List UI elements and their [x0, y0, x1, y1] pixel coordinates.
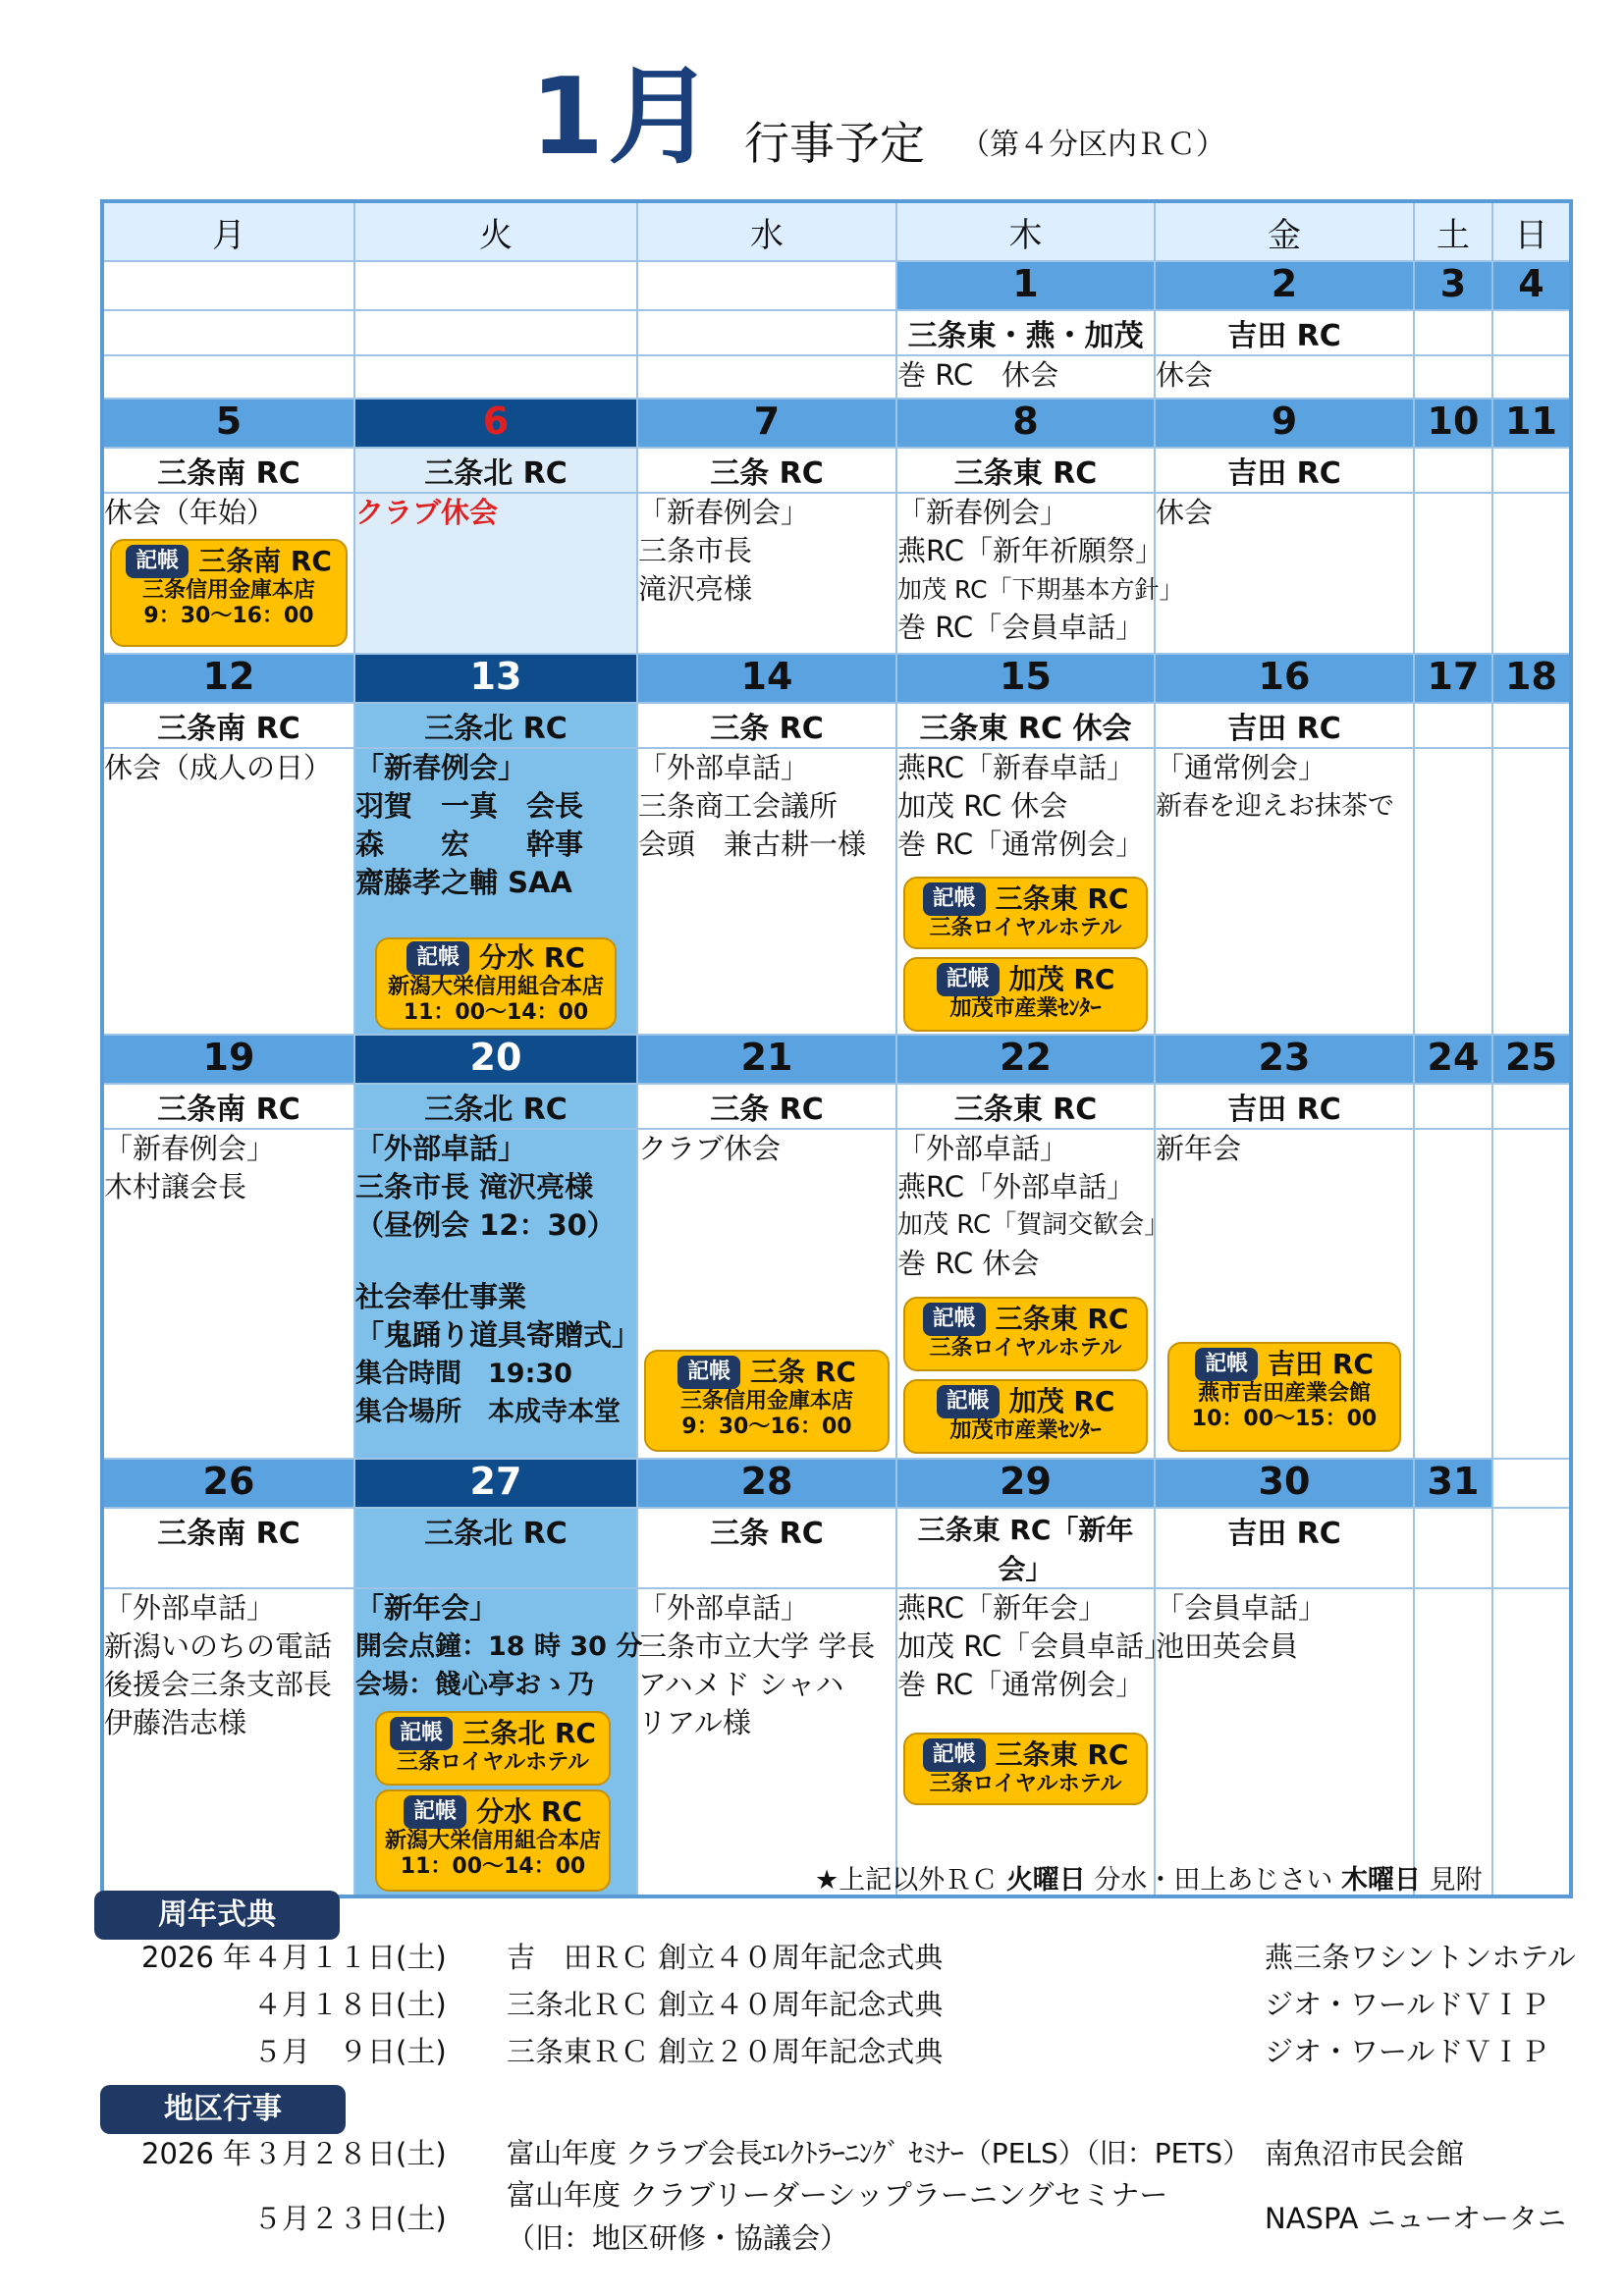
- anniv-date: ５月 ９日(土): [253, 2035, 447, 2068]
- club-row: [102, 703, 1571, 748]
- kicho-hours: 10：00〜15：00: [1191, 1407, 1378, 1431]
- date-cell: 26: [102, 1459, 354, 1508]
- date-row: [102, 654, 1571, 703]
- kicho-tag: 記帳: [1195, 1348, 1258, 1381]
- event-text: 巻 RC 休会: [897, 1247, 1040, 1280]
- body-cell: [637, 1129, 896, 1459]
- event-text: 社会奉仕事業: [355, 1280, 527, 1313]
- event-text: 「新春例会」: [638, 496, 810, 529]
- body-cell: [1414, 1588, 1492, 1896]
- club-cell: 三条北 RC: [354, 1508, 637, 1588]
- date-cell: 28: [637, 1459, 896, 1508]
- weekday-thu: 木: [896, 201, 1155, 261]
- date-cell: [637, 261, 896, 310]
- body-cell: [637, 748, 896, 1035]
- district-desc: 富山年度 クラブ会長ｴﾚｸﾄﾗｰﾆﾝｸﾞ ｾﾐﾅｰ（PELS）（旧：PETS）: [507, 2137, 1251, 2169]
- kicho-tag: 記帳: [406, 941, 469, 975]
- anniv-place: ジオ・ワールドＶＩＰ: [1265, 1988, 1549, 2021]
- kicho-box: [375, 937, 617, 1030]
- kicho-club: 三条東 RC: [995, 882, 1129, 915]
- kicho-box: [1167, 1342, 1401, 1452]
- club-cell: [1414, 1084, 1492, 1129]
- date-cell: 25: [1492, 1035, 1571, 1084]
- kicho-box: [110, 539, 348, 647]
- club-cell: 吉田 RC: [1155, 310, 1414, 355]
- event-text: 開会点鐘：18 時 30 分: [355, 1631, 643, 1662]
- kicho-venue: 三条信用金庫本店: [679, 1389, 853, 1414]
- event-text: 「会員卓話」: [1156, 1591, 1327, 1625]
- date-cell: 18: [1492, 654, 1571, 703]
- club-cell: 三条北 RC: [354, 1084, 637, 1129]
- kicho-club: 分水 RC: [479, 941, 585, 974]
- club-cell: 三条南 RC: [102, 1084, 354, 1129]
- event-text: 巻 RC「通常例会」: [897, 828, 1145, 861]
- kicho-venue: 三条信用金庫本店: [141, 578, 315, 603]
- date-cell: 20: [354, 1035, 637, 1084]
- club-cell: 三条東 RC: [896, 448, 1155, 493]
- club-cell: 三条東 RC「新年会」: [896, 1508, 1155, 1588]
- event-text: クラブ休会: [638, 1132, 782, 1165]
- club-row: [102, 1508, 1571, 1588]
- note-clubs-1: 分水・田上あじさい: [1094, 1865, 1333, 1896]
- weekday-tue: 火: [354, 201, 637, 261]
- body-cell: [1492, 355, 1571, 399]
- event-text: 休会: [1156, 496, 1214, 529]
- body-cell: [1155, 355, 1414, 399]
- body-cell: [1155, 1588, 1414, 1896]
- date-cell: 11: [1492, 399, 1571, 448]
- date-cell: 1: [896, 261, 1155, 310]
- kicho-club: 吉田 RC: [1268, 1348, 1374, 1380]
- kicho-box: [903, 957, 1148, 1032]
- event-text: 木村譲会長: [104, 1170, 247, 1203]
- anniv-date: ４月１８日(土): [253, 1988, 447, 2021]
- event-text: クラブ休会: [355, 496, 499, 529]
- event-text: 加茂 RC「会員卓話」: [897, 1629, 1173, 1663]
- kicho-tag: 記帳: [126, 545, 189, 578]
- other-clubs-note: [815, 1863, 1483, 1898]
- kicho-tag: 記帳: [390, 1717, 453, 1750]
- club-cell: 三条南 RC: [102, 703, 354, 748]
- kicho-tag: 記帳: [923, 882, 986, 916]
- body-cell: [896, 493, 1184, 654]
- event-text: （昼例会 12：30）: [355, 1208, 616, 1242]
- club-cell: [1492, 310, 1571, 355]
- club-cell: 三条北 RC: [354, 448, 637, 493]
- date-cell: 4: [1492, 261, 1571, 310]
- kicho-club: 三条南 RC: [198, 545, 332, 577]
- date-cell: 12: [102, 654, 354, 703]
- club-cell: 三条南 RC: [102, 1508, 354, 1588]
- body-row: [102, 355, 1571, 399]
- club-cell: 三条 RC: [637, 1508, 896, 1588]
- date-cell: 9: [1155, 399, 1414, 448]
- kicho-hours: 11：00〜14：00: [400, 1854, 586, 1879]
- kicho-box: [375, 1711, 611, 1786]
- body-cell: [637, 493, 896, 654]
- kicho-venue: 三条ロイヤルホテル: [929, 1336, 1122, 1361]
- kicho-hours: 9：30〜16：00: [143, 604, 314, 628]
- date-row: [102, 1459, 1571, 1508]
- event-text: 集合時間 19:30: [355, 1359, 572, 1389]
- kicho-club: 三条北 RC: [462, 1717, 596, 1749]
- club-cell: 三条北 RC: [354, 703, 637, 748]
- body-cell: [354, 493, 637, 654]
- event-text: 「外部卓話」: [104, 1591, 276, 1625]
- weekday-wed: 水: [637, 201, 896, 261]
- event-text: 「通常例会」: [1156, 751, 1327, 784]
- club-cell: [637, 310, 896, 355]
- date-cell: 6: [354, 399, 637, 448]
- event-text: 休会（年始）: [104, 496, 276, 529]
- event-text: 集合場所 本成寺本堂: [355, 1397, 621, 1427]
- event-text: アハメド シャハ: [638, 1668, 844, 1701]
- body-cell: [1155, 1129, 1414, 1459]
- club-row: [102, 310, 1571, 355]
- kicho-box: [644, 1350, 890, 1452]
- club-cell: [1414, 1508, 1492, 1588]
- date-cell: 3: [1414, 261, 1492, 310]
- kicho-tag: 記帳: [937, 963, 1000, 996]
- weekday-sat: 土: [1414, 201, 1492, 261]
- kicho-tag: 記帳: [937, 1385, 1000, 1418]
- date-cell: 10: [1414, 399, 1492, 448]
- event-text: 加茂 RC 休会: [897, 789, 1068, 823]
- date-cell: 23: [1155, 1035, 1414, 1084]
- club-cell: [1492, 1508, 1571, 1588]
- body-cell: [102, 355, 354, 399]
- district-desc-2: （旧：地区研修・協議会）: [507, 2221, 849, 2255]
- kicho-venue: 三条ロイヤルホテル: [396, 1750, 590, 1775]
- club-cell: 三条 RC: [637, 448, 896, 493]
- date-cell: 29: [896, 1459, 1155, 1508]
- date-row: [102, 261, 1571, 310]
- event-text: 巻 RC「通常例会」: [897, 1668, 1145, 1701]
- event-text: 新潟いのちの電話: [104, 1629, 333, 1663]
- event-text: 巻 RC 休会: [897, 358, 1059, 392]
- body-cell: [1414, 1129, 1492, 1459]
- body-cell: [1414, 355, 1492, 399]
- club-row: [102, 1084, 1571, 1129]
- anniv-desc: 三条北ＲＣ 創立４０周年記念式典: [507, 1988, 944, 2021]
- event-text: 燕RC「外部卓話」: [897, 1170, 1135, 1203]
- date-cell: 30: [1155, 1459, 1414, 1508]
- date-cell: 5: [102, 399, 354, 448]
- club-cell: 三条 RC: [637, 1084, 896, 1129]
- event-text: 池田英会員: [1156, 1629, 1299, 1663]
- district-desc: 富山年度 クラブリーダーシップラーニングセミナー: [507, 2178, 1168, 2212]
- kicho-club: 加茂 RC: [1008, 963, 1115, 995]
- kicho-box: [903, 1297, 1148, 1371]
- note-day-1: 火曜日: [1005, 1865, 1086, 1896]
- event-text: 巻 RC「会員卓話」: [897, 611, 1145, 644]
- date-cell: [1492, 1459, 1571, 1508]
- club-cell: 三条東 RC: [896, 1084, 1155, 1129]
- event-text: 「新年会」: [355, 1591, 499, 1625]
- kicho-venue: 新潟大栄信用組合本店: [384, 1829, 601, 1853]
- body-cell: [1492, 1129, 1571, 1459]
- anniv-desc: 吉 田ＲＣ 創立４０周年記念式典: [507, 1941, 944, 1974]
- event-text: 齋藤孝之輔 SAA: [355, 866, 572, 899]
- club-cell: 三条東・燕・加茂: [896, 310, 1155, 355]
- date-cell: 8: [896, 399, 1155, 448]
- event-text: 森 宏 幹事: [355, 828, 584, 861]
- district-date: ５月２３日(土): [253, 2202, 447, 2235]
- date-cell: [354, 261, 637, 310]
- kicho-box: [903, 1379, 1148, 1454]
- kicho-venue: 加茂市産業ｾﾝﾀｰ: [949, 1418, 1102, 1443]
- body-cell: [1155, 748, 1414, 1035]
- kicho-club: 三条 RC: [750, 1356, 856, 1388]
- club-cell: 吉田 RC: [1155, 1084, 1414, 1129]
- date-cell: 27: [354, 1459, 637, 1508]
- date-row: [102, 399, 1571, 448]
- event-text: 新年会: [1156, 1132, 1242, 1165]
- kicho-tag: 記帳: [923, 1303, 986, 1336]
- body-cell: [637, 355, 896, 399]
- kicho-club: 三条東 RC: [995, 1738, 1129, 1771]
- event-text: 加茂 RC「賀詞交歓会」: [897, 1210, 1170, 1240]
- club-cell: [1492, 448, 1571, 493]
- kicho-venue: 三条ロイヤルホテル: [929, 1772, 1122, 1796]
- event-text: 「外部卓話」: [638, 751, 810, 784]
- club-cell: 三条東 RC 休会: [896, 703, 1155, 748]
- date-cell: 13: [354, 654, 637, 703]
- event-text: 休会（成人の日）: [104, 751, 333, 784]
- anniv-place: 燕三条ワシントンホテル: [1265, 1941, 1576, 1974]
- body-cell: [1414, 748, 1492, 1035]
- kicho-venue: 燕市吉田産業会館: [1197, 1381, 1371, 1406]
- date-cell: 14: [637, 654, 896, 703]
- body-cell: [1492, 748, 1571, 1035]
- note-clubs-2: 見附: [1429, 1865, 1483, 1896]
- district-section-label: 地区行事: [100, 2085, 346, 2134]
- club-cell: 三条 RC: [637, 703, 896, 748]
- body-cell: [1492, 493, 1571, 654]
- schedule-title: 行事予定: [744, 117, 925, 170]
- anniv-date: ４月１１日(土): [253, 1941, 447, 1974]
- club-row: [102, 448, 1571, 493]
- event-text: 会頭 兼古耕一様: [638, 828, 867, 861]
- body-cell: [102, 1129, 354, 1459]
- event-text: 三条市長 滝沢亮様: [355, 1170, 594, 1203]
- body-cell: [1492, 1588, 1571, 1896]
- body-cell: [896, 748, 1155, 1035]
- month-title: 1月: [530, 56, 719, 179]
- kicho-tag: 記帳: [677, 1356, 740, 1389]
- event-text: 新春を迎えお抹茶で: [1156, 791, 1394, 822]
- district-place: 南魚沼市民会館: [1265, 2137, 1465, 2170]
- body-cell: [896, 1129, 1170, 1459]
- note-day-2: 木曜日: [1341, 1865, 1421, 1896]
- body-cell: [637, 1588, 896, 1896]
- event-text: 「外部卓話」: [355, 1132, 527, 1165]
- club-cell: [102, 310, 354, 355]
- club-cell: 吉田 RC: [1155, 448, 1414, 493]
- district-date: ３月２８日(土): [253, 2137, 447, 2170]
- kicho-box: [375, 1789, 611, 1892]
- club-cell: [1492, 1084, 1571, 1129]
- anniv-place: ジオ・ワールドＶＩＰ: [1265, 2035, 1549, 2068]
- event-text: 「外部卓話」: [638, 1591, 810, 1625]
- body-cell: [102, 493, 354, 654]
- event-text: 燕RC「新年祈願祭」: [897, 534, 1164, 567]
- anniversary-section-label: 周年式典: [94, 1891, 340, 1940]
- body-cell: [354, 748, 637, 1035]
- kicho-club: 分水 RC: [476, 1795, 582, 1828]
- body-row: [102, 1129, 1571, 1459]
- kicho-club: 加茂 RC: [1008, 1385, 1115, 1417]
- body-cell: [102, 748, 354, 1035]
- body-row: [102, 1588, 1571, 1896]
- event-text: 伊藤浩志様: [104, 1706, 247, 1739]
- event-text: 「鬼踊り道具寄贈式」: [355, 1318, 641, 1352]
- body-cell: [354, 355, 637, 399]
- body-cell: [102, 1588, 354, 1896]
- club-cell: [1492, 703, 1571, 748]
- district-year: 2026 年: [141, 2137, 252, 2170]
- date-cell: 15: [896, 654, 1155, 703]
- event-text: 「新春例会」: [355, 751, 527, 784]
- kicho-hours: 9：30〜16：00: [681, 1415, 852, 1439]
- kicho-venue: 加茂市産業ｾﾝﾀｰ: [949, 996, 1102, 1021]
- kicho-hours: 11：00〜14：00: [403, 1000, 589, 1025]
- date-cell: 24: [1414, 1035, 1492, 1084]
- event-text: 三条市長: [638, 534, 753, 567]
- club-cell: [354, 310, 637, 355]
- kicho-tag: 記帳: [404, 1795, 466, 1829]
- date-row: [102, 1035, 1571, 1084]
- body-cell: [896, 355, 1155, 399]
- body-cell: [896, 1588, 1173, 1896]
- kicho-box: [903, 1733, 1148, 1805]
- date-cell: 2: [1155, 261, 1414, 310]
- club-cell: 三条南 RC: [102, 448, 354, 493]
- date-cell: 19: [102, 1035, 354, 1084]
- kicho-tag: 記帳: [923, 1738, 986, 1772]
- event-text: 羽賀 一真 会長: [355, 789, 584, 823]
- club-cell: 吉田 RC: [1155, 703, 1414, 748]
- event-text: 「新春例会」: [897, 496, 1069, 529]
- event-text: 後援会三条支部長: [104, 1668, 333, 1701]
- body-cell: [354, 1129, 641, 1459]
- body-cell: [1414, 493, 1492, 654]
- page-header: [0, 56, 1624, 179]
- note-prefix: ★上記以外ＲＣ: [815, 1865, 999, 1896]
- schedule-subtitle: （第４分区内ＲＣ）: [960, 128, 1225, 162]
- event-text: 三条市立大学 学長: [638, 1629, 876, 1663]
- body-row: [102, 748, 1571, 1035]
- kicho-club: 三条東 RC: [995, 1303, 1129, 1335]
- date-cell: 21: [637, 1035, 896, 1084]
- kicho-venue: 新潟大栄信用組合本店: [387, 975, 604, 999]
- kicho-venue: 三条ロイヤルホテル: [929, 916, 1122, 940]
- club-cell: [1414, 703, 1492, 748]
- date-cell: 17: [1414, 654, 1492, 703]
- calendar-table: [100, 199, 1573, 1898]
- date-cell: 7: [637, 399, 896, 448]
- date-cell: 31: [1414, 1459, 1492, 1508]
- event-text: 燕RC「新年会」: [897, 1591, 1107, 1625]
- body-cell: [1155, 493, 1414, 654]
- club-cell: [1414, 310, 1492, 355]
- event-text: 燕RC「新春卓話」: [897, 751, 1135, 784]
- weekday-mon: 月: [102, 201, 354, 261]
- date-cell: [102, 261, 354, 310]
- event-text: 会場：餞心亭おゝ乃: [355, 1670, 594, 1700]
- event-text: リアル様: [638, 1706, 751, 1739]
- weekday-fri: 金: [1155, 201, 1414, 261]
- club-cell: [1414, 448, 1492, 493]
- date-cell: 22: [896, 1035, 1155, 1084]
- weekday-sun: 日: [1492, 201, 1571, 261]
- event-text: 滝沢亮様: [638, 572, 753, 606]
- body-cell: [354, 1588, 643, 1896]
- weekday-header-row: [102, 201, 1571, 261]
- body-row: [102, 493, 1571, 654]
- event-text: 休会: [1156, 358, 1214, 392]
- event-text: 「外部卓話」: [897, 1132, 1069, 1165]
- event-text: 加茂 RC「下期基本方針」: [897, 575, 1184, 604]
- anniv-desc: 三条東ＲＣ 創立２０周年記念式典: [507, 2035, 944, 2068]
- event-text: [355, 1245, 636, 1278]
- kicho-box: [903, 877, 1148, 949]
- event-text: 三条商工会議所: [638, 789, 839, 823]
- district-place: NASPA ニューオータニ: [1265, 2202, 1567, 2235]
- anniv-year: 2026 年: [141, 1941, 252, 1974]
- club-cell: 吉田 RC: [1155, 1508, 1414, 1588]
- date-cell: 16: [1155, 654, 1414, 703]
- event-text: 「新春例会」: [104, 1132, 276, 1165]
